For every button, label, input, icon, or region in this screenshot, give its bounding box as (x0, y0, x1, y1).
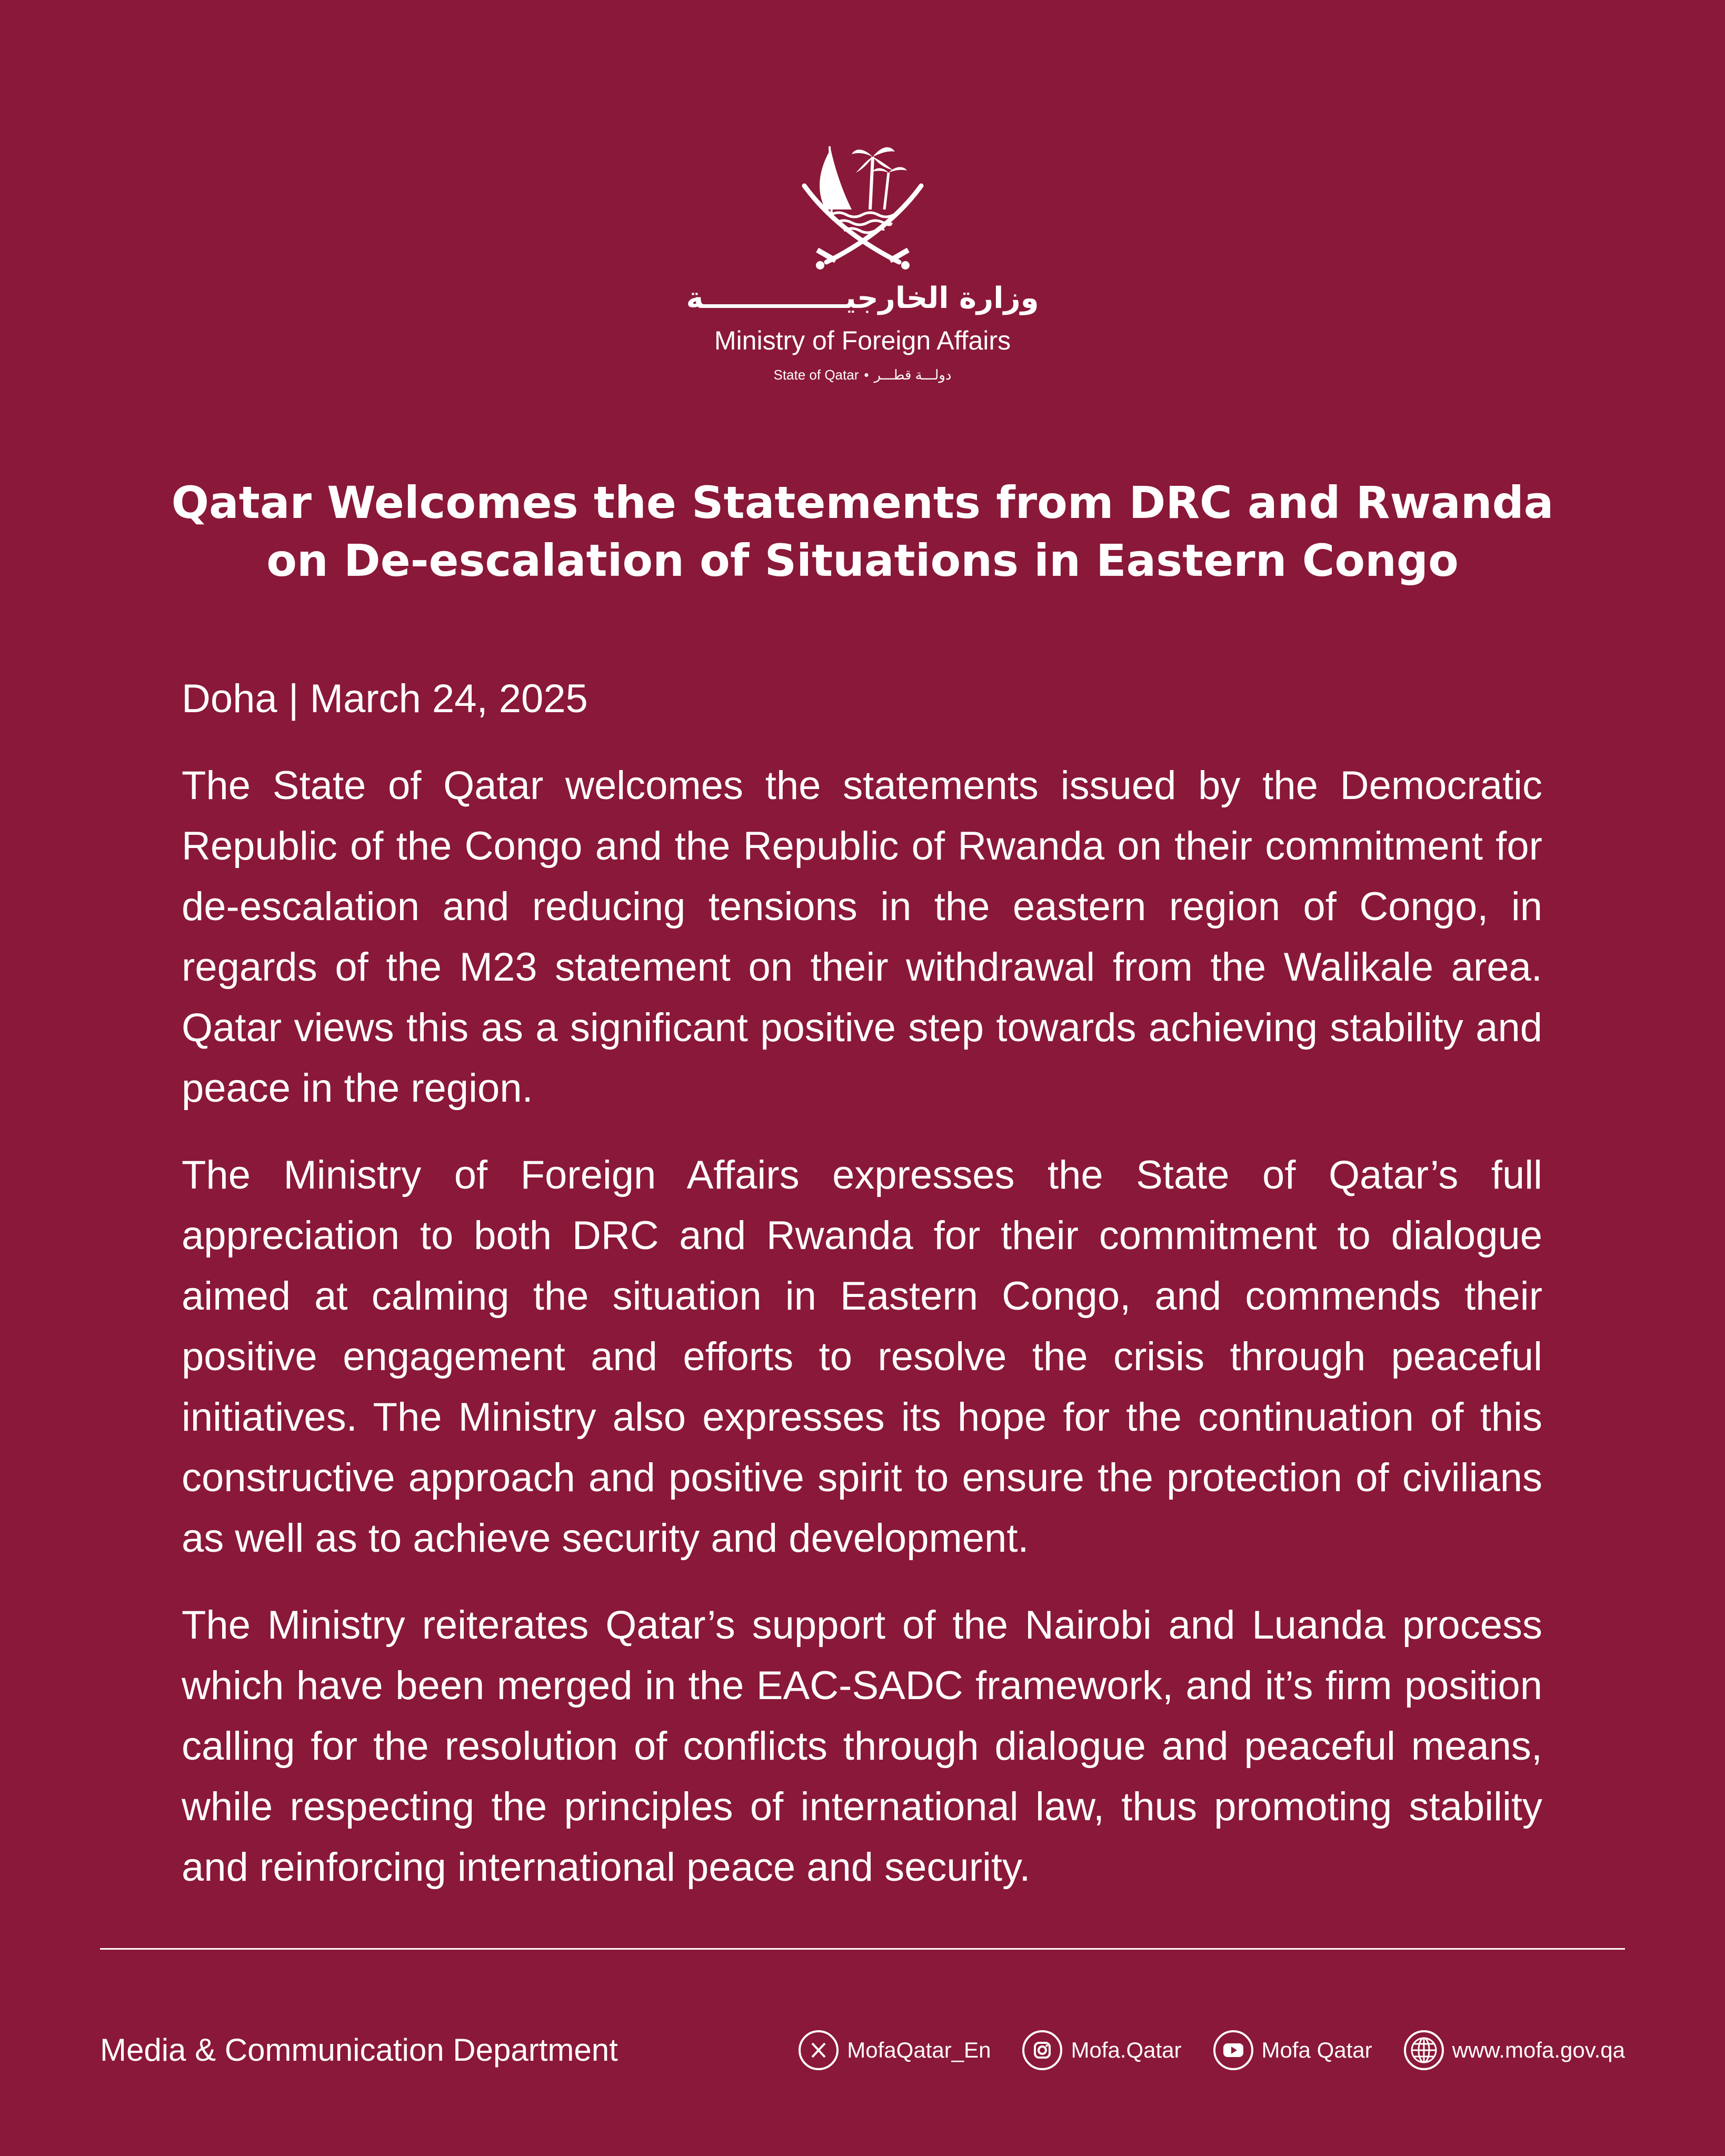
paragraph-1: The State of Qatar welcomes the statements issued by the Democratic Republic of the Congo and the Republic of Rwanda on their commitment for de-escalation and reducing tensions in the eastern region of Congo, in regards of the M23 statement on their withdrawal from the Walikale area. Qatar views this as a significant positive step towards achieving stability and peace in the region. (182, 763, 1542, 1111)
qatar-emblem-icon (794, 136, 932, 274)
x-icon (799, 2030, 839, 2070)
instagram-icon (1022, 2030, 1062, 2070)
logo-subtitle (0, 364, 1725, 385)
paragraph-2: The Ministry of Foreign Affairs expresses the State of Qatar’s full appreciation to both DRC and Rwanda for their commitment to dialogue aimed at calming the situation in Eastern Congo, and commends their positive engagement and efforts to resolve the crisis through peaceful initiatives. The Ministry also expresses its hope for the continuation of this constructive approach and positive spirit to ensure the protection of civilians as well as to achieve security and development. (182, 1153, 1542, 1561)
logo-sub-english: State of Qatar (773, 367, 859, 383)
social-label-website: www.mofa.gov.qa (1452, 2038, 1625, 2062)
globe-icon (1404, 2030, 1444, 2070)
social-link-website[interactable] (1404, 2030, 1625, 2070)
social-label-instagram: Mofa.Qatar (1071, 2038, 1182, 2062)
social-link-youtube[interactable] (1213, 2030, 1372, 2070)
paragraph-3: The Ministry reiterates Qatar’s support of the Nairobi and Luanda process which have been merged in the EAC-SADC framework, and it’s firm position calling for the resolution of conflicts through dialogue and peaceful means, while respecting the principles of international law, thus promoting stability and reinforcing international peace and security. (182, 1603, 1542, 1890)
logo-arabic-text: وزارة الخارجيــــــــــــــة (686, 281, 1039, 315)
social-link-instagram[interactable] (1022, 2030, 1181, 2070)
social-label-youtube: Mofa Qatar (1261, 2038, 1372, 2062)
social-link-x[interactable] (799, 2030, 991, 2070)
logo-english-text: Ministry of Foreign Affairs (714, 326, 1011, 355)
article-body (182, 668, 1542, 1924)
social-links (799, 2027, 1625, 2074)
social-label-x: MofaQatar_En (847, 2038, 991, 2062)
logo-sub-separator: • (864, 367, 869, 383)
dateline: Doha | March 24, 2025 (182, 676, 588, 721)
footer-divider (100, 1948, 1625, 1950)
footer-department: Media & Communication Department (100, 2032, 618, 2068)
logo-sub-arabic: دولـــة قطـــر (874, 367, 952, 383)
page-title (105, 474, 1620, 590)
title-line-2: on De-escalation of Situations in Eastern Congo (266, 535, 1459, 586)
youtube-icon (1213, 2030, 1253, 2070)
title-line-1: Qatar Welcomes the Statements from DRC and Rwanda (171, 477, 1554, 528)
